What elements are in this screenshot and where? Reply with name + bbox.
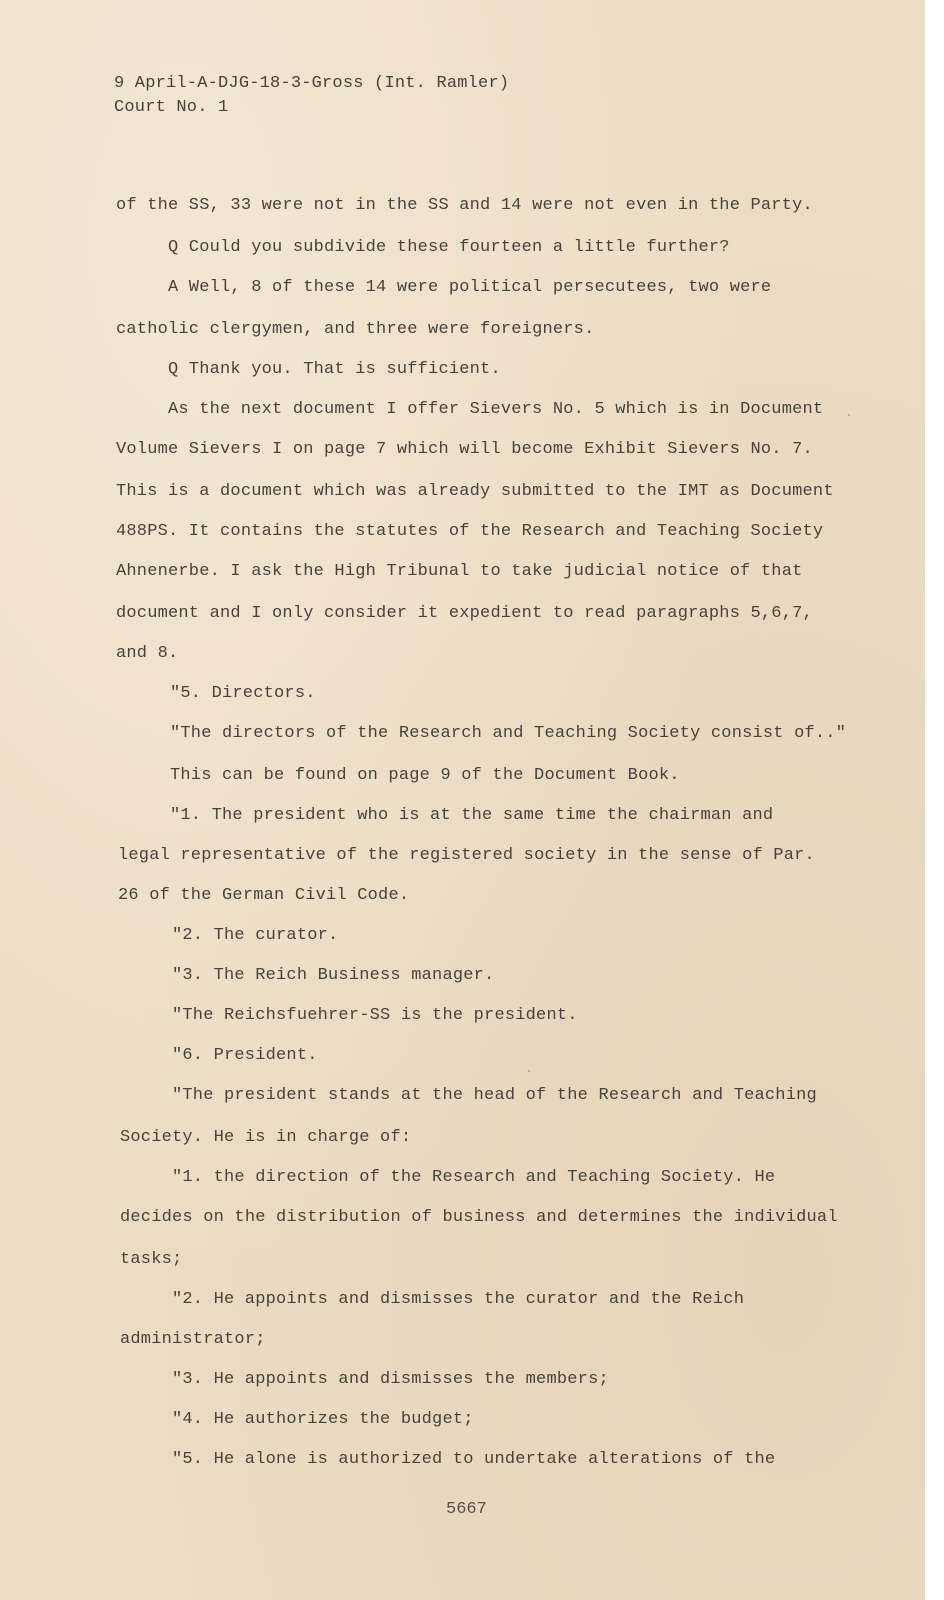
- header-line-2: Court No. 1: [114, 98, 229, 117]
- body-line: "2. The curator.: [172, 926, 339, 945]
- body-line: tasks;: [120, 1250, 183, 1269]
- body-line: 488PS. It contains the statutes of the Research and Teaching Society: [116, 522, 824, 541]
- body-line: Q Thank you. That is sufficient.: [168, 360, 501, 379]
- body-line: Society. He is in charge of:: [120, 1128, 412, 1147]
- body-line: Ahnenerbe. I ask the High Tribunal to take judicial notice of that: [116, 562, 803, 581]
- body-line: "4. He authorizes the budget;: [172, 1410, 474, 1429]
- body-line: "1. The president who is at the same time the chairman and: [170, 806, 774, 825]
- body-line: "6. President.: [172, 1046, 318, 1065]
- body-line: administrator;: [120, 1330, 266, 1349]
- body-line: "5. Directors.: [170, 684, 316, 703]
- body-line: A Well, 8 of these 14 were political persecutees, two were: [168, 278, 772, 297]
- header-line-1: 9 April-A-DJG-18-3-Gross (Int. Ramler): [114, 74, 510, 93]
- body-line: "3. He appoints and dismisses the members;: [172, 1370, 609, 1389]
- body-line: 26 of the German Civil Code.: [118, 886, 410, 905]
- body-line: legal representative of the registered society in the sense of Par.: [118, 846, 815, 865]
- body-line: "5. He alone is authorized to undertake alterations of the: [172, 1450, 776, 1469]
- body-line: decides on the distribution of business and determines the individual: [120, 1208, 838, 1227]
- body-line: "1. the direction of the Research and Teaching Society. He: [172, 1168, 776, 1187]
- body-line: of the SS, 33 were not in the SS and 14 were not even in the Party.: [116, 196, 813, 215]
- body-line: "The Reichsfuehrer-SS is the president.: [172, 1006, 578, 1025]
- body-line: "The directors of the Research and Teaching Society consist of..": [170, 724, 847, 743]
- body-line: Volume Sievers I on page 7 which will become Exhibit Sievers No. 7.: [116, 440, 813, 459]
- page-number: 5667: [446, 1500, 487, 1519]
- paper-speck: [848, 414, 850, 416]
- body-line: catholic clergymen, and three were foreigners.: [116, 320, 595, 339]
- body-line: and 8.: [116, 644, 179, 663]
- body-line: This is a document which was already submitted to the IMT as Document: [116, 482, 834, 501]
- body-line: document and I only consider it expedient to read paragraphs 5,6,7,: [116, 604, 813, 623]
- body-line: As the next document I offer Sievers No. 5 which is in Document: [168, 400, 824, 419]
- body-line: This can be found on page 9 of the Document Book.: [170, 766, 680, 785]
- body-line: "2. He appoints and dismisses the curator and the Reich: [172, 1290, 745, 1309]
- body-line: Q Could you subdivide these fourteen a little further?: [168, 238, 730, 257]
- body-line: "3. The Reich Business manager.: [172, 966, 495, 985]
- body-line: "The president stands at the head of the Research and Teaching: [172, 1086, 817, 1105]
- paper-speck: [528, 1070, 530, 1072]
